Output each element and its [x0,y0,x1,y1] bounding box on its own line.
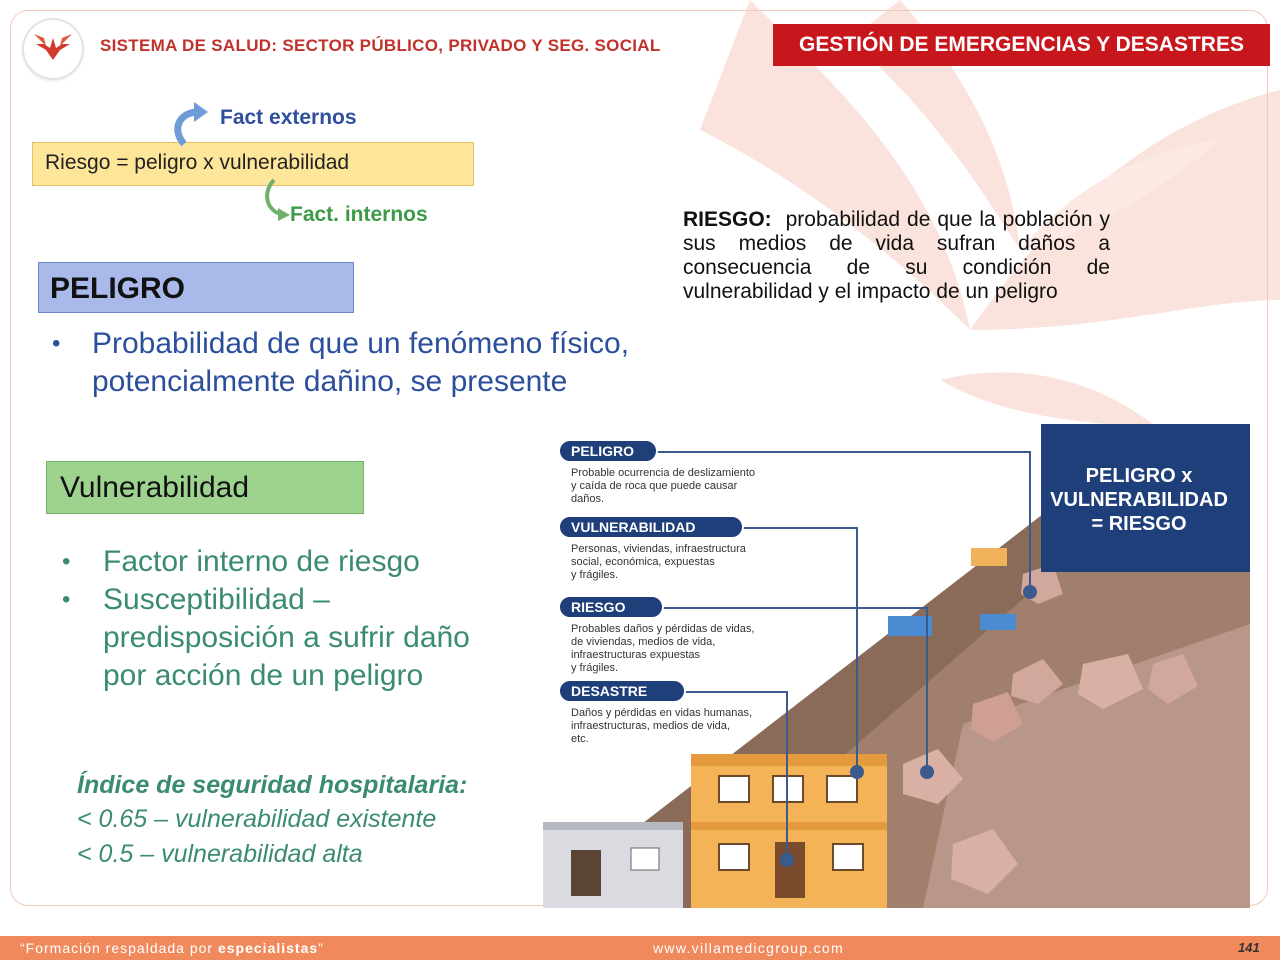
list-item: • Probabilidad de que un fenómeno físico, potencialmente dañino, se presente [52,325,652,401]
infographic-description: Daños y pérdidas en vidas humanas, [571,707,752,719]
infographic-description: infraestructuras expuestas [571,649,701,661]
hospital-safety-index [77,768,467,872]
infographic-description: Probables daños y pérdidas de vidas, [571,623,755,635]
riesgo-definition [683,208,1110,304]
list-item: • Factor interno de riesgo [62,543,512,581]
infographic-description: de viviendas, medios de vida, [571,636,716,648]
header-title: SISTEMA DE SALUD: SECTOR PÚBLICO, PRIVADO Y SEG. SOCIAL [100,36,661,55]
grey-house-door [571,850,601,896]
fact-externos-label: Fact externos [220,106,357,129]
infographic-label: DESASTRE [571,683,648,699]
definition-text: probabilidad de que la población y sus medios de vida sufran daños a consecuencia de su condición de vulnerabilidad y el impacto de un peligro [683,208,1111,303]
infographic-label: VULNERABILIDAD [571,519,696,535]
footer-website-link[interactable]: www.villamedicgroup.com [653,940,844,956]
infographic-description: social, económica, expuestas [571,556,715,568]
hill-house [971,548,1007,566]
brand-logo [24,20,82,78]
footer-slogan [20,940,324,956]
phoenix-icon [24,20,82,78]
vulnerabilidad-bullets [62,543,512,695]
hill-house [980,614,1016,630]
risk-formula: Riesgo = peligro x vulnerabilidad [32,142,474,186]
banner-line: PELIGRO x [1085,465,1193,487]
list-item: • Susceptibilidad – predisposición a sufrir daño por acción de un peligro [62,581,512,695]
infographic-description: y frágiles. [571,569,619,581]
infographic-description: Probable ocurrencia de deslizamiento [571,467,756,479]
page-number: 141 [1238,940,1260,955]
infographic-label: RIESGO [571,599,626,615]
footer-slogan-bold: especialistas [217,940,319,956]
infographic-label: PELIGRO [571,443,635,459]
header-banner: GESTIÓN DE EMERGENCIAS Y DESASTRES [773,24,1270,66]
footer-slogan-prefix: “Formación respaldada por [20,940,218,956]
infographic-description: y frágiles. [571,662,619,674]
peligro-heading: PELIGRO [38,262,354,313]
hill-house [888,616,932,636]
banner-line: VULNERABILIDAD [1050,489,1228,511]
infographic-description: Personas, viviendas, infraestructura [571,543,746,555]
infographic-description: daños. [571,493,605,505]
banner-line: = RIESGO [1091,513,1187,535]
definition-term: RIESGO: [683,208,772,231]
peligro-bullets [52,325,652,401]
vulnerabilidad-heading: Vulnerabilidad [46,461,364,514]
grey-house [543,822,683,908]
index-title: Índice de seguridad hospitalaria: [77,771,468,799]
fact-internos-label: Fact. internos [290,203,428,226]
footer-slogan-suffix: ” [318,940,324,956]
footer-bar [0,936,1280,960]
risk-infographic [543,424,1250,908]
infographic-description: etc. [571,733,589,745]
infographic-description: y caída de roca que puede causar [571,480,738,492]
orange-building-door [775,842,805,898]
infographic-description: infraestructuras, medios de vida, [571,720,730,732]
grey-house-window [631,848,659,870]
index-line: < 0.5 – vulnerabilidad alta [77,840,363,868]
index-line: < 0.65 – vulnerabilidad existente [77,805,437,833]
curved-arrow-icon-blue [170,100,220,148]
